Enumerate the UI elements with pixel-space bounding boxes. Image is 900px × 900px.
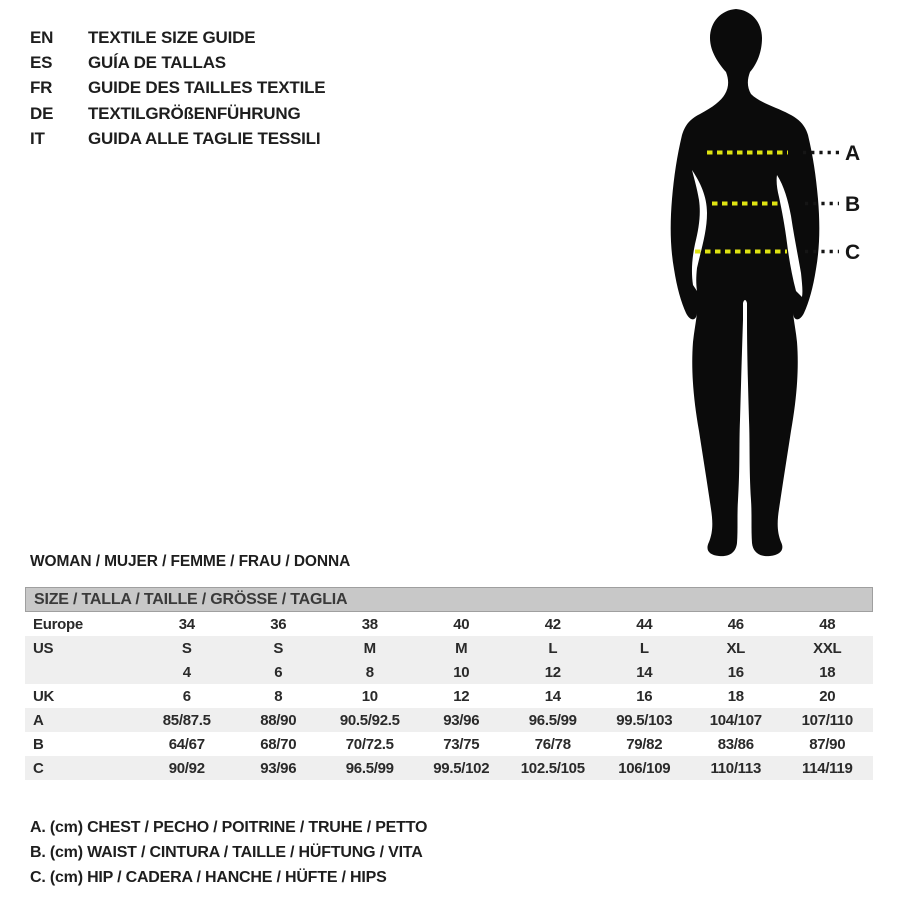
size-cell: 107/110: [801, 711, 853, 729]
size-cell: L: [548, 639, 558, 657]
size-cell: M: [455, 639, 468, 657]
row-label: A: [33, 711, 44, 729]
lang-row: [30, 126, 325, 151]
table-row-us-letter: [25, 636, 873, 660]
lang-code: ES: [30, 52, 53, 72]
size-cell: 70/72.5: [345, 735, 394, 753]
lang-code: IT: [30, 128, 45, 148]
table-row-us-numeric: [25, 660, 873, 684]
lang-row: [30, 101, 325, 126]
size-cell: 83/86: [717, 735, 754, 753]
size-cell: 18: [727, 687, 744, 705]
size-cell: 12: [453, 687, 470, 705]
size-cell: 20: [819, 687, 836, 705]
lang-label: GUÍA DE TALLAS: [88, 52, 226, 72]
size-cell: 6: [182, 687, 191, 705]
size-table-header: SIZE / TALLA / TAILLE / GRÖSSE / TAGLIA: [25, 587, 873, 612]
size-cell: 16: [727, 663, 744, 681]
size-cell: 42: [544, 615, 561, 633]
size-cell: 14: [636, 663, 653, 681]
size-cell: 90.5/92.5: [339, 711, 400, 729]
legend-line-chest: A. (cm) CHEST / PECHO / POITRINE / TRUHE / PETTO: [30, 818, 428, 836]
lang-code: DE: [30, 103, 54, 123]
size-cell: 79/82: [626, 735, 663, 753]
size-cell: 99.5/103: [616, 711, 673, 729]
measure-label-a: A: [845, 142, 861, 165]
size-cell: 8: [365, 663, 374, 681]
lang-label: GUIDE DES TAILLES TEXTILE: [88, 78, 326, 98]
size-cell: 18: [819, 663, 836, 681]
lang-label: TEXTILE SIZE GUIDE: [88, 27, 256, 47]
size-cell: 93/96: [443, 711, 480, 729]
size-cell: 34: [178, 615, 195, 633]
row-label: C: [33, 759, 44, 777]
lang-code: EN: [30, 27, 54, 47]
lang-label: TEXTILGRÖßENFÜHRUNG: [88, 103, 301, 123]
size-cell: 99.5/102: [433, 759, 490, 777]
table-row-chest: [25, 708, 873, 732]
size-cell: 106/109: [618, 759, 671, 777]
measure-label-b: B: [845, 193, 861, 216]
row-label: US: [33, 639, 54, 657]
size-cell: S: [273, 639, 284, 657]
size-cell: 10: [453, 663, 470, 681]
size-cell: 6: [274, 663, 283, 681]
measurement-legend: [30, 815, 427, 891]
lang-row: [30, 50, 325, 75]
size-cell: 64/67: [168, 735, 205, 753]
size-cell: XL: [726, 639, 746, 657]
lang-row: [30, 25, 325, 50]
size-cell: 68/70: [260, 735, 297, 753]
size-cell: 48: [819, 615, 836, 633]
size-cell: 76/78: [534, 735, 571, 753]
size-cell: M: [363, 639, 376, 657]
table-row-hip: [25, 756, 873, 780]
size-cell: 46: [727, 615, 744, 633]
size-cell: 93/96: [260, 759, 297, 777]
size-cell: 114/119: [802, 759, 853, 777]
size-cell: 10: [361, 687, 378, 705]
lang-code: FR: [30, 78, 53, 98]
lang-row: [30, 76, 325, 101]
size-cell: 96.5/99: [528, 711, 577, 729]
size-cell: 110/113: [710, 759, 761, 777]
size-cell: 102.5/105: [520, 759, 585, 777]
table-row-waist: [25, 732, 873, 756]
size-cell: S: [181, 639, 192, 657]
size-cell: 85/87.5: [162, 711, 211, 729]
measure-label-c: C: [845, 241, 861, 264]
row-label: Europe: [33, 615, 83, 633]
row-label: B: [33, 735, 44, 753]
size-cell: XXL: [813, 639, 842, 657]
row-label: UK: [33, 687, 55, 705]
lang-label: GUIDA ALLE TAGLIE TESSILI: [88, 128, 321, 148]
size-cell: 96.5/99: [345, 759, 394, 777]
table-row-europe: [25, 612, 873, 636]
size-cell: 40: [453, 615, 470, 633]
size-table: [25, 587, 873, 780]
size-cell: 44: [636, 615, 653, 633]
size-cell: 12: [544, 663, 561, 681]
size-cell: 90/92: [168, 759, 205, 777]
woman-silhouette-figure: [630, 0, 900, 570]
section-title-woman: WOMAN / MUJER / FEMME / FRAU / DONNA: [30, 553, 351, 570]
size-cell: 88/90: [260, 711, 297, 729]
size-cell: 73/75: [443, 735, 480, 753]
size-cell: 104/107: [709, 711, 762, 729]
size-cell: L: [639, 639, 649, 657]
size-cell: 8: [274, 687, 283, 705]
table-row-uk: [25, 684, 873, 708]
size-cell: 87/90: [809, 735, 846, 753]
size-cell: 36: [270, 615, 287, 633]
legend-line-hip: C. (cm) HIP / CADERA / HANCHE / HÜFTE / HIPS: [30, 869, 387, 887]
size-cell: 4: [182, 663, 191, 681]
size-cell: 14: [544, 687, 561, 705]
language-title-block: [30, 25, 325, 151]
size-cell: 38: [361, 615, 378, 633]
legend-line-waist: B. (cm) WAIST / CINTURA / TAILLE / HÜFTUNG / VITA: [30, 843, 423, 861]
size-cell: 16: [636, 687, 653, 705]
